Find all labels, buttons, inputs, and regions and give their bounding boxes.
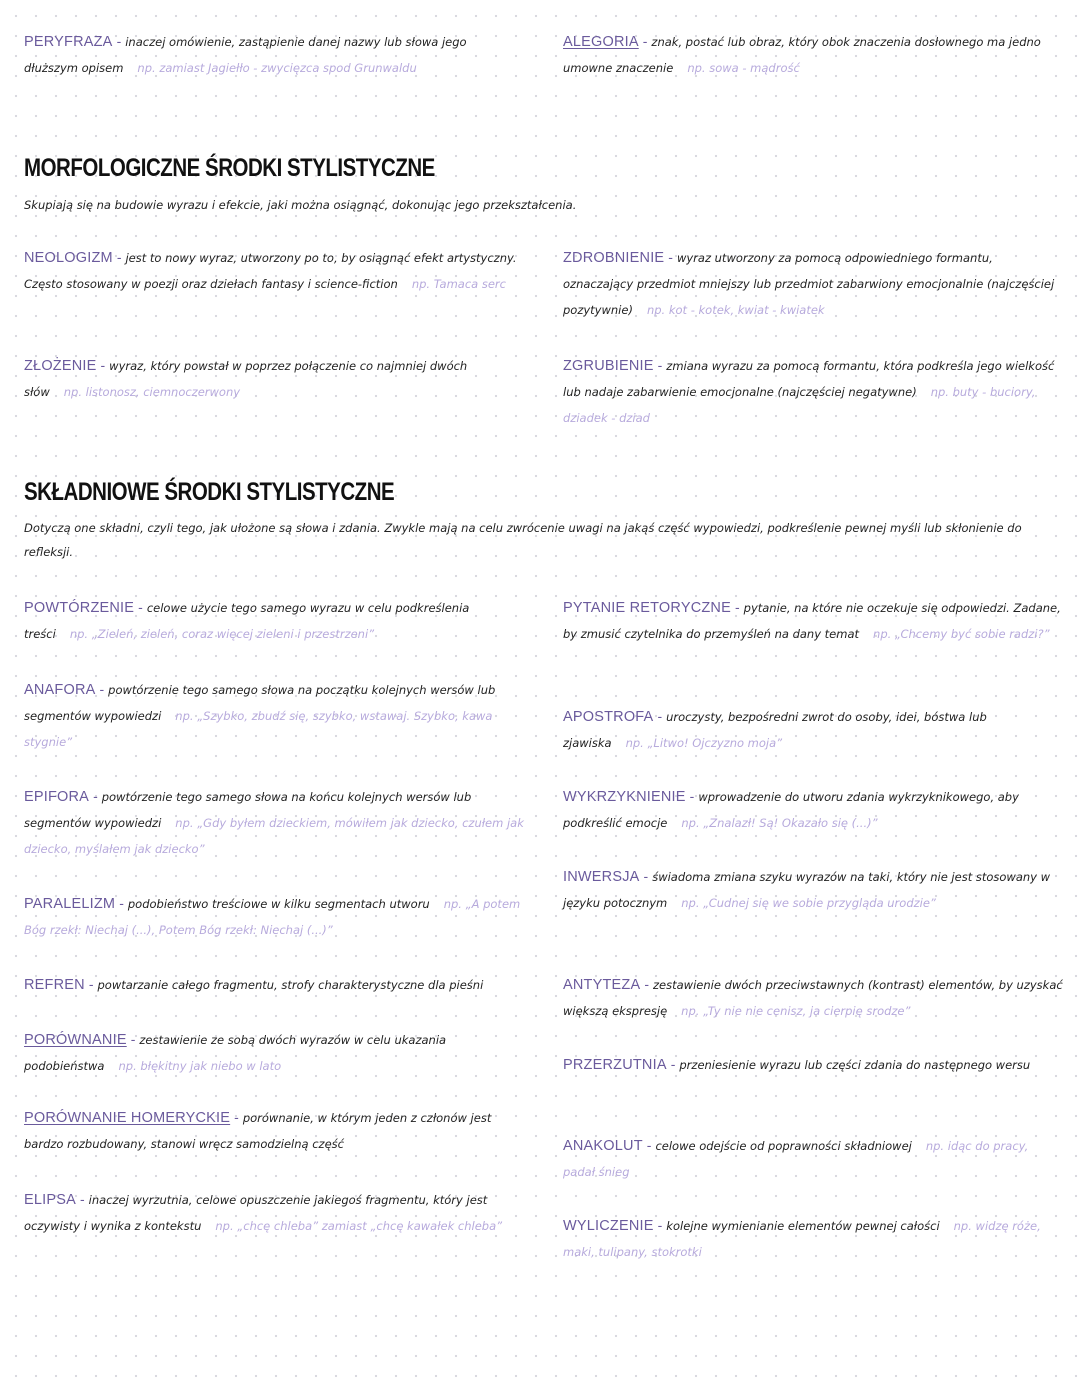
definition-text: wyraz utworzony za pomocą odpowiedniego formantu, oznaczający przedmiot mniejszy lub przedmiot zabarwiony emocjonalnie (najczęściej pozytywnie): [563, 251, 1055, 317]
entry-alegoria: ALEGORIA - znak, postać lub obraz, który obok znaczenia dosłownego ma jedno umowne znaczenie np. sowa - mądrość: [563, 33, 1041, 75]
term-label: WYKRZYKNIENIE: [563, 789, 686, 805]
example-text: np. listonosz, ciemnoczerwony: [63, 385, 241, 399]
term-label: APOSTROFA: [563, 709, 654, 725]
term-label: PORÓWNANIE HOMERYCKIE: [24, 1110, 231, 1126]
example-text: np. kot - kotek, kwiat - kwiatek: [646, 303, 825, 317]
example-text: np. Tamaca serc: [411, 277, 506, 291]
example-text: np. błękitny jak niebo w lato: [118, 1059, 282, 1073]
term-label: PARALELIZM: [24, 896, 116, 912]
entry-zgrubienie: ZGRUBIENIE - zmiana wyrazu za pomocą formantu, która podkreśla jego wielkość lub nadaje zabarwienie emocjonalne (najczęściej negatywne) np. buty - buciory, dziadek - dziad: [563, 357, 1055, 425]
term-label: ANTYTEZA: [563, 977, 641, 993]
definition-text: uroczysty, bezpośredni zwrot do osoby, idei, bóstwa lub zjawiska: [563, 710, 987, 750]
example-text: np. idąc do pracy, padał śnieg: [563, 1139, 1029, 1179]
example-text: np. „Zieleń, zieleń, coraz więcej zieleni i przestrzeni”: [69, 627, 375, 641]
example-text: np. „Chcemy być sobie radzi?”: [873, 627, 1050, 641]
entry-paralelizm: PARALELIZM - podobieństwo treściowe w kilku segmentach utworu np. „A potem Bóg rzekł: Niechaj (...), Potem Bóg rzekł: Niechaj (...)”: [24, 895, 521, 937]
term-label: ANAKOLUT: [563, 1138, 643, 1154]
term-label: ZGRUBIENIE: [563, 358, 654, 374]
term-label: INWERSJA: [563, 869, 640, 885]
entry-wyliczenie: WYLICZENIE - kolejne wymienianie elementów pewnej całości np. widzę róże, maki, tulipany, stokrotki: [563, 1217, 1041, 1259]
example-text: np. „chcę chleba” zamiast „chcę kawałek chleba”: [215, 1219, 503, 1233]
definition-text: pytanie, na które nie oczekuje się odpowiedzi. Zadane, by zmusić czytelnika do przemyśleń na dany temat: [563, 601, 1061, 641]
entry-anakolut: ANAKOLUT - celowe odejście od poprawności składniowej np. idąc do pracy, padał śnieg: [563, 1137, 1029, 1179]
example-text: np. „A potem Bóg rzekł: Niechaj (...), Potem Bóg rzekł: Niechaj (...)”: [24, 897, 521, 937]
term-label: ALEGORIA: [563, 34, 639, 50]
definition-text: wyraz, który powstał w poprzez połączenie co najmniej dwóch słów: [24, 359, 468, 399]
section-intro-syntactic: Dotyczą one składni, czyli tego, jak ułożone są słowa i zdania. Zwykle mają na celu zwrócenie uwagi na jakąś część wypowiedzi, podkreślenie pewnej myśli lub skłonienie do refleksji.: [24, 521, 1022, 559]
definition-text: celowe użycie tego samego wyrazu w celu podkreślenia treści: [24, 601, 470, 641]
entry-anafora: ANAFORA - powtórzenie tego samego słowa na początku kolejnych wersów lub segmentów wypowiedzi np. „Szybko, zbudź się, szybko, wstawaj. Szybko, kawa stygnie”: [24, 681, 496, 749]
entry-pytanie-retoryczne: PYTANIE RETORYCZNE - pytanie, na które nie oczekuje się odpowiedzi. Zadane, by zmusić czytelnika do przemyśleń na dany temat np. „Chcemy być sobie radzi?”: [563, 599, 1061, 641]
example-text: np. widzę róże, maki, tulipany, stokrotki: [563, 1219, 1041, 1259]
definition-text: powtórzenie tego samego słowa na końcu kolejnych wersów lub segmentów wypowiedzi: [24, 790, 472, 830]
term-label: ZDROBNIENIE: [563, 250, 665, 266]
entry-powtorzenie: POWTÓRZENIE - celowe użycie tego samego wyrazu w celu podkreślenia treści np. „Zieleń, zieleń, coraz więcej zieleni i przestrzeni”: [24, 599, 470, 641]
term-label: POWTÓRZENIE: [24, 600, 135, 616]
term-label: WYLICZENIE: [563, 1218, 654, 1234]
definition-text: przeniesienie wyrazu lub części zdania do następnego wersu: [679, 1058, 1031, 1072]
definition-text: wprowadzenie do utworu zdania wykrzyknikowego, aby podkreślić emocje: [563, 790, 1019, 830]
entry-zlozenie: ZŁOŻENIE - wyraz, który powstał w poprzez połączenie co najmniej dwóch słów np. listonosz, ciemnoczerwony: [24, 357, 468, 399]
entry-elipsa: ELIPSA - inaczej wyrzutnia, celowe opuszczenie jakiegoś fragmentu, który jest oczywisty i wynika z kontekstu np. „chcę chleba” zamiast „chcę kawałek chleba”: [24, 1191, 503, 1233]
example-text: np. „Znalazł! Są! Okazało się (...)”: [681, 816, 878, 830]
term-label: PYTANIE RETORYCZNE: [563, 600, 731, 616]
definition-text: powtarzanie całego fragmentu, strofy charakterystyczne dla pieśni: [97, 978, 484, 992]
entry-antyteza: ANTYTEZA - zestawienie dwóch przeciwstawnych (kontrast) elementów, by uzyskać większą ekspresję np. „Ty nie nie cenisz, ja cierpię srodze”: [563, 976, 1063, 1018]
example-text: np. buty - buciory, dziadek - dziad: [563, 385, 1036, 425]
term-label: ZŁOŻENIE: [24, 358, 97, 374]
example-text: np. zamiast Jagiełło - zwycięzca spod Grunwaldu: [137, 61, 417, 75]
entry-refren: REFREN - powtarzanie całego fragmentu, strofy charakterystyczne dla pieśni: [24, 976, 484, 993]
entry-neologizm: NEOLOGIZM - jest to nowy wyraz, utworzony po to, by osiągnąć efekt artystyczny. Często stosowany w poezji oraz dziełach fantasy i science-fiction np. Tamaca serc: [24, 249, 517, 291]
entry-epifora: EPIFORA - powtórzenie tego samego słowa na końcu kolejnych wersów lub segmentów wypowiedzi np. „Gdy byłem dzieckiem, mówiłem jak dziecko, czułem jak dziecko, myślałem jak dziecko”: [24, 788, 524, 856]
entry-przerzutnia: PRZERZUTNIA - przeniesienie wyrazu lub części zdania do następnego wersu: [563, 1056, 1031, 1073]
example-text: np. „Ty nie nie cenisz, ja cierpię srodze”: [681, 1004, 911, 1018]
term-label: NEOLOGIZM: [24, 250, 113, 266]
example-text: np. „Cudnej się we sobie przygląda urodzie”: [681, 896, 936, 910]
definition-text: świadoma zmiana szyku wyrazów na taki, który nie jest stosowany w języku potocznym: [563, 870, 1051, 910]
example-text: np. sowa - mądrość: [687, 61, 800, 75]
entry-peryfraza: PERYFRAZA - inaczej omówienie, zastąpienie danej nazwy lub słowa jego dłuższym opisem np. zamiast Jagiełło - zwycięzca spod Grunwaldu: [24, 33, 467, 75]
definition-text: zmiana wyrazu za pomocą formantu, która podkreśla jego wielkość lub nadaje zabarwienie emocjonalne (najczęściej negatywne): [563, 359, 1055, 399]
term-label: ANAFORA: [24, 682, 96, 698]
term-label: REFREN: [24, 977, 85, 993]
entry-apostrofa: APOSTROFA - uroczysty, bezpośredni zwrot do osoby, idei, bóstwa lub zjawiska np. „Litwo! Ojczyzno moja”: [563, 708, 987, 750]
entry-wykrzyknienie: WYKRZYKNIENIE - wprowadzenie do utworu zdania wykrzyknikowego, aby podkreślić emocje np. „Znalazł! Są! Okazało się (...)”: [563, 788, 1019, 830]
term-label: PRZERZUTNIA: [563, 1057, 667, 1073]
section-heading-morphological: MORFOLOGICZNE ŚRODKI STYLISTYCZNE: [24, 154, 435, 182]
definition-text: jest to nowy wyraz, utworzony po to, by osiągnąć efekt artystyczny. Często stosowany w poezji oraz dziełach fantasy i science-fiction: [24, 251, 517, 291]
term-label: EPIFORA: [24, 789, 90, 805]
term-label: PORÓWNANIE: [24, 1032, 127, 1048]
definition-text: inaczej wyrzutnia, celowe opuszczenie jakiegoś fragmentu, który jest oczywisty i wynika z kontekstu: [24, 1193, 488, 1233]
entry-inwersja: INWERSJA - świadoma zmiana szyku wyrazów na taki, który nie jest stosowany w języku potocznym np. „Cudnej się we sobie przygląda urodzie”: [563, 868, 1051, 910]
term-label: ELIPSA: [24, 1192, 76, 1208]
definition-text: kolejne wymienianie elementów pewnej całości: [666, 1219, 940, 1233]
section-intro-morphological: Skupiają się na budowie wyrazu i efekcie, jaki można osiągnąć, dokonując jego przekształcenia.: [24, 198, 577, 212]
entry-porownanie: PORÓWNANIE - zestawienie ze sobą dwóch wyrazów w celu ukazania podobieństwa np. błękitny jak niebo w lato: [24, 1031, 447, 1073]
definition-text: podobieństwo treściowe w kilku segmentach utworu: [127, 897, 430, 911]
example-text: np. „Gdy byłem dzieckiem, mówiłem jak dziecko, czułem jak dziecko, myślałem jak dziecko”: [24, 816, 524, 856]
section-heading-syntactic: SKŁADNIOWE ŚRODKI STYLISTYCZNE: [24, 478, 395, 506]
definition-text: znak, postać lub obraz, który obok znaczenia dosłownego ma jedno umowne znaczenie: [563, 35, 1041, 75]
example-text: np. „Litwo! Ojczyzno moja”: [625, 736, 783, 750]
definition-text: zestawienie ze sobą dwóch wyrazów w celu ukazania podobieństwa: [24, 1033, 447, 1073]
entry-zdrobnienie: ZDROBNIENIE - wyraz utworzony za pomocą odpowiedniego formantu, oznaczający przedmiot mniejszy lub przedmiot zabarwiony emocjonalnie (najczęściej pozytywnie) np. kot - kotek, kwiat - kwiatek: [563, 249, 1055, 317]
entry-porownanie-homeryckie: PORÓWNANIE HOMERYCKIE - porównanie, w którym jeden z członów jest bardzo rozbudowany, stanowi wręcz samodzielną część: [24, 1109, 492, 1151]
term-label: PERYFRAZA: [24, 34, 113, 50]
example-text: np. „Szybko, zbudź się, szybko, wstawaj. Szybko, kawa stygnie”: [24, 709, 493, 749]
definition-text: celowe odejście od poprawności składniowej: [655, 1139, 912, 1153]
definition-text: powtórzenie tego samego słowa na początku kolejnych wersów lub segmentów wypowiedzi: [24, 683, 496, 723]
definition-text: inaczej omówienie, zastąpienie danej nazwy lub słowa jego dłuższym opisem: [24, 35, 467, 75]
definition-text: porównanie, w którym jeden z członów jest bardzo rozbudowany, stanowi wręcz samodzielną część: [24, 1111, 492, 1151]
definition-text: zestawienie dwóch przeciwstawnych (kontrast) elementów, by uzyskać większą ekspresję: [563, 978, 1063, 1018]
